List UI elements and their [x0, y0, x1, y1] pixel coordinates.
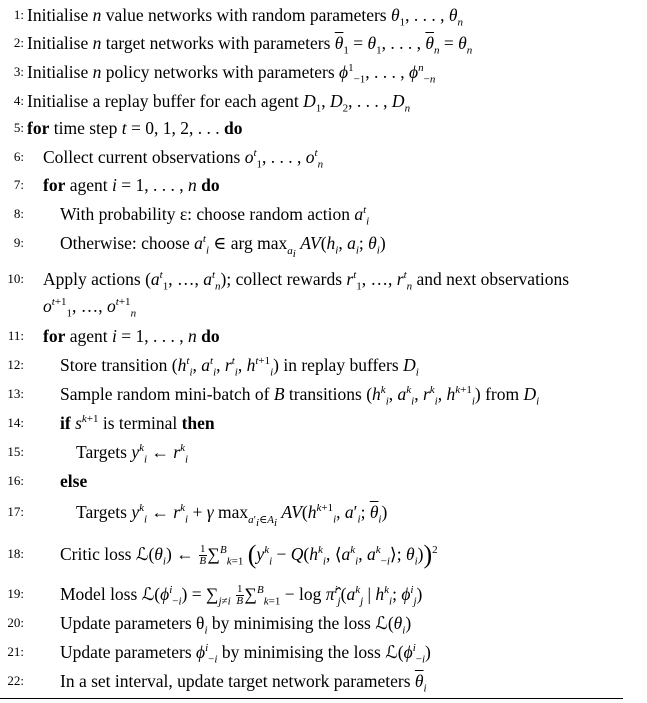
line-number: 20: [7, 615, 24, 630]
line-text: In a set interval, update target network parameters $\overline{\theta}_i$ [60, 671, 427, 695]
line-text: Initialise n target networks with parameters $\overline{\theta}_1 = \theta_1$, . . . , $\overline{\theta}_n = \theta_n$ [27, 33, 473, 57]
line-text: With probability ε: choose random action $a^t_i$ [60, 204, 370, 228]
line-number: 19: [7, 586, 24, 601]
line-text: if $s^{k+1}$ is terminal then [60, 413, 215, 433]
line-text: Initialise a replay buffer for each agent $D_1$, $D_2$, . . . , $D_n$ [27, 91, 411, 115]
line-number: 4: [13, 93, 24, 108]
line-number: 8: [13, 206, 24, 221]
bottom-rule [0, 698, 623, 699]
line-text: Otherwise: choose $a^t_i$ ∈ arg $\max_{a_i} AV(h_i$, $a_i$; $\theta_i$) [60, 233, 386, 260]
line-text: Update parameters $\phi^i_{-i}$ by minimising the loss $ℒ(\phi^i_{-i})$ [60, 642, 431, 666]
line-number: 11: [7, 328, 24, 343]
line-number: 2: [13, 35, 24, 50]
line-number: 15: [7, 444, 24, 459]
line-number: 9: [13, 235, 24, 250]
line-text: Critic loss $ℒ(\theta_i)$ ← $\frac{1}{B}$ ∑$^B_{k=1}$ ($y^k_i - Q(h^k_i$, $⟨a^k_i$, $a^k_{-i}⟩$; $\theta_i))^2$ [60, 540, 438, 569]
line-text: Sample random mini-batch of B transitions ($h^k_i$, $a^k_i$, $r^k_i$, $h^{k+1}_i$) from $D_i$ [60, 384, 540, 408]
line-text: Update parameters $\theta_i$ by minimising the loss $ℒ(\theta_i)$ [60, 613, 412, 637]
line-number: 18: [7, 546, 24, 561]
line-text: Initialise n value networks with random parameters $\theta_1$, . . . , $\theta_n$ [27, 5, 463, 29]
line-number: 14: [7, 415, 24, 430]
line-text: Collect current observations $o^t_1$, . . . , $o^t_n$ [43, 147, 324, 171]
line-text: $o^{t+1}_1$, …, $o^{t+1}_n$ [43, 296, 137, 320]
line-number: 3: [13, 64, 24, 79]
line-text: for agent i = 1, . . . , n do [43, 175, 220, 195]
line-number: 5: [13, 120, 24, 135]
line-number: 21: [7, 644, 24, 659]
line-text: Initialise n policy networks with parameters $\phi^1_{-1}$, . . . , $\phi^n_{-n}$ [27, 62, 436, 86]
line-number: 17: [7, 504, 24, 519]
line-number: 12: [7, 357, 24, 372]
line-text: Targets $y^k_i$ ← $r^k_i + \gamma$ $\max_{a'_i\in A_i} AV(h^{k+1}_i$, $a'_i$; $\overline{\theta}_i$) [76, 502, 388, 529]
line-text: Apply actions ($a^t_1$, …, $a^t_n$); collect rewards $r^t_1$, …, $r^t_n$ and next observations [43, 269, 570, 293]
line-number: 13: [7, 386, 24, 401]
line-number: 6: [13, 149, 24, 164]
line-number: 22: [7, 673, 24, 688]
line-number: 7: [13, 177, 24, 192]
line-text: for agent i = 1, . . . , n do [43, 326, 220, 346]
line-text: else [60, 471, 88, 491]
line-text: Store transition ($h^t_i$, $a^t_i$, $r^t_i$, $h^{t+1}_i$) in replay buffers $D_i$ [60, 355, 419, 379]
line-text: for time step t = 0, 1, 2, . . . do [27, 118, 243, 138]
line-text: Targets $y^k_i$ ← $r^k_i$ [76, 442, 189, 466]
line-text: Model loss $ℒ(\phi^i_{-i}) = \sum_{j\ne i}$ $\frac{1}{B}$ $\sum^B_{k=1} - \log \pî^i_j(a^k_j$ | $h^k_i$; $\phi^i_j$) [60, 583, 423, 608]
line-number: 1: [13, 7, 24, 22]
line-number: 16: [7, 473, 24, 488]
line-number: 10: [7, 271, 24, 286]
